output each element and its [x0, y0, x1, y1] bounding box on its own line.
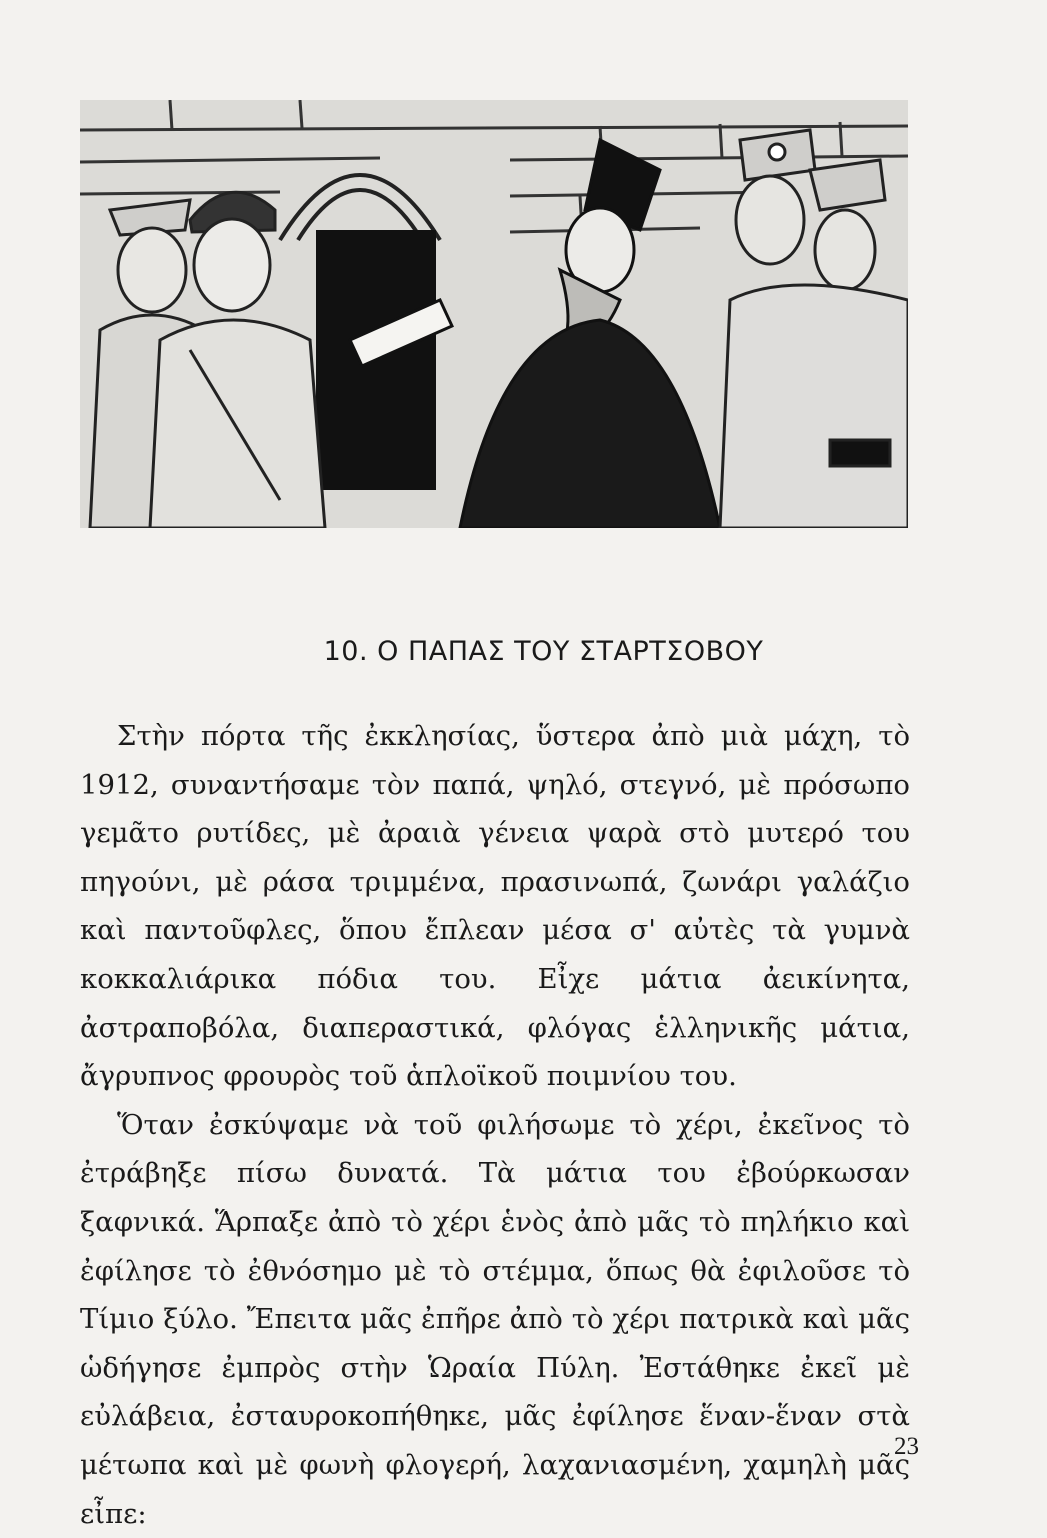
priest-kissing-flag-illustration-icon	[80, 100, 908, 528]
paragraph: Ὅταν ἐσκύψαμε νὰ τοῦ φιλήσωμε τὸ χέρι, ἐκεῖνος τὸ ἐτράβηξε πίσω δυνατά. Τὰ μάτια του ἐβούρκωσαν ξαφνικά. Ἅρπαξε ἀπὸ τὸ χέρι ἑνὸς ἀπὸ μᾶς τὸ πηλήκιο καὶ ἐφίλησε τὸ ἐθνόσημο μὲ τὸ στέμμα, ὅπως θὰ ἐφιλοῦσε τὸ Τίμιο ξύλο. Ἔπειτα μᾶς ἐπῆρε ἀπὸ τὸ χέρι πατρικὰ καὶ μᾶς ὡδήγησε ἐμπρὸς στὴν Ὡραία Πύλη. Ἐστάθηκε ἐκεῖ μὲ εὐλάβεια, ἐσταυροκοπήθηκε, μᾶς ἐφίλησε ἕναν-ἕναν στὰ μέτωπα καὶ μὲ φωνὴ φλογερή, λαχανιασμένη, χαμηλὴ μᾶς εἶπε:	[80, 1108, 910, 1530]
page-number: 23	[894, 1433, 919, 1460]
chapter-title: 10. Ο ΠΑΠΑΣ ΤΟΥ ΣΤΑΡΤΣΟΒΟΥ	[323, 636, 764, 667]
body-text	[80, 712, 910, 1538]
paragraph: Στὴν πόρτα τῆς ἐκκλησίας, ὕστερα ἀπὸ μιὰ μάχη, τὸ 1912, συναντήσαμε τὸν παπά, ψηλό, στεγνό, μὲ πρόσωπο γεμᾶτο ρυτίδες, μὲ ἀραιὰ γένεια ψαρὰ στὸ μυτερό του πηγούνι, μὲ ράσα τριμμένα, πρασινωπά, ζωνάρι γαλάζιο καὶ παντοῦφλες, ὅπου ἔπλεαν μέσα σ' αὐτὲς τὰ γυμνὰ κοκκαλιάρικα πόδια του. Εἶχε μάτια ἀεικίνητα, ἀστραποβόλα, διαπεραστικά, φλόγας ἑλληνικῆς μάτια, ἄγρυπνος φρουρὸς τοῦ ἁπλοϊκοῦ ποιμνίου του.	[80, 720, 910, 1093]
illustration	[80, 100, 908, 528]
